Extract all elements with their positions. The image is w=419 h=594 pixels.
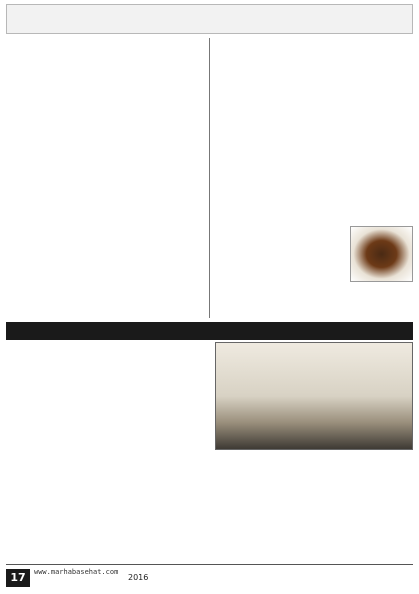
page-number: 17 (6, 569, 30, 587)
cockroach-photo (350, 226, 413, 282)
website-link[interactable]: www.marhabasehat.com (34, 568, 119, 576)
right-paragraph (214, 74, 409, 104)
section-text-left (6, 342, 211, 562)
page-footer (6, 564, 413, 590)
right-paragraph (214, 40, 409, 70)
issue-date: 2016 (128, 573, 149, 582)
left-column (6, 38, 209, 318)
left-paragraph (10, 40, 205, 70)
left-paragraph (10, 74, 205, 104)
article-title-band (6, 4, 413, 34)
section-header (6, 322, 413, 340)
section-text-right (215, 454, 413, 562)
left-paragraph (10, 108, 205, 138)
right-paragraph (214, 108, 409, 138)
kitchen-photo (215, 342, 413, 450)
